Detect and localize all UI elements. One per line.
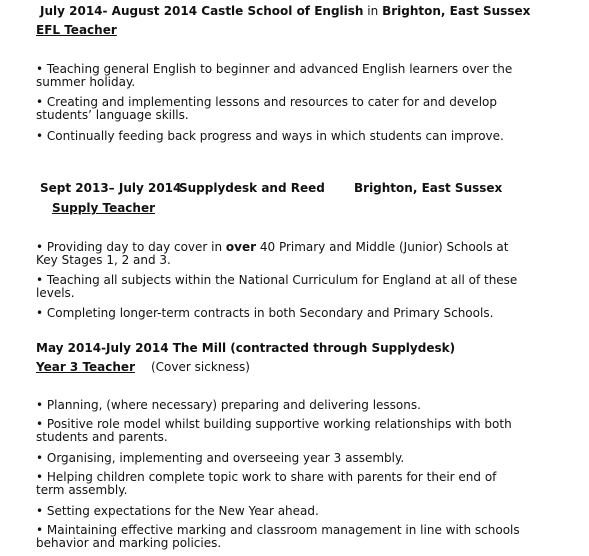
job2-bullet-3: • Completing longer-term contracts in both Secondary and Primary Schools. [36,306,494,320]
job1-in: in [367,4,379,18]
job3-bullet-1: • Planning, (where necessary) preparing and delivering lessons. [36,398,421,412]
job1-location: Brighton, East Sussex [382,4,531,18]
job1-heading [40,4,530,18]
job2-role: Supply Teacher [52,201,156,215]
job2-dates: Sept 2013– July 2014 [40,181,182,195]
job3-note: (Cover sickness) [151,360,250,374]
job2-bullet-1-bold: over [225,240,257,254]
job3-bullet-6: • Maintaining effective marking and classroom management in line with schools behavior and marking policies. [36,523,520,550]
job1-bullet-2: • Creating and implementing lessons and resources to cater for and develop students’ language skills. [36,95,497,122]
job3-role: Year 3 Teacher [36,360,135,374]
job2-bullet-1-post: 40 Primary and Middle (Junior) Schools at Key Stages 1, 2 and 3. [36,240,509,267]
job2-bullet-1 [36,241,526,267]
job3-bullet-4: • Helping children complete topic work to share with parents for their end of term assembly. [36,470,497,497]
job1-bullet-1: • Teaching general English to beginner and advanced English learners over the summer holiday. [36,62,513,89]
job1-role: EFL Teacher [36,23,117,37]
job1-dates-org: July 2014- August 2014 Castle School of English [40,4,364,18]
job1-bullet-3: • Continually feeding back progress and ways in which students can improve. [36,129,504,143]
job3-heading: May 2014-July 2014 The Mill (contracted through Supplydesk) [36,341,456,355]
job2-org: Supplydesk and Reed [179,181,325,195]
job3-bullet-2: • Positive role model whilst building supportive working relationships with both students and parents. [36,417,512,444]
job2-location: Brighton, East Sussex [354,181,503,195]
job3-bullet-3: • Organising, implementing and overseeing year 3 assembly. [36,451,405,465]
job3-bullet-5: • Setting expectations for the New Year ahead. [36,504,319,518]
job2-bullet-1-pre: • Providing day to day cover in [36,240,226,254]
job2-bullet-2: • Teaching all subjects within the National Curriculum for England at all of these levels. [36,273,518,300]
